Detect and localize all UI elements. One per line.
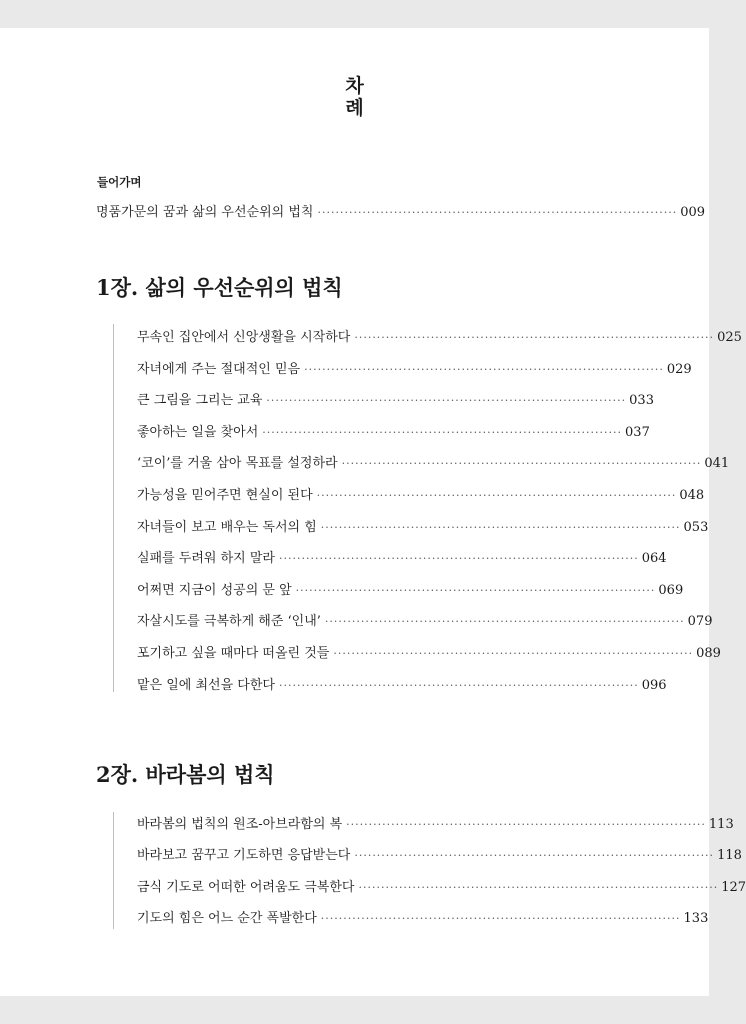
toc-entry-page: 029 <box>666 361 692 377</box>
toc-entry-title: 실패를 두려워 하지 말라 <box>137 551 275 567</box>
toc-entry[interactable] <box>137 610 713 630</box>
toc-entry[interactable] <box>137 421 650 440</box>
chapter-divider-line <box>113 324 114 692</box>
toc-entry-title: 가능성을 믿어주면 현실이 된다 <box>137 488 313 503</box>
toc-entry[interactable] <box>137 844 742 864</box>
toc-entry[interactable] <box>137 813 734 832</box>
toc-entry-title: ‘코이’를 거울 삼아 목표를 설정하라 <box>137 456 338 472</box>
toc-entry[interactable] <box>137 674 667 693</box>
toc-entry-title: 무속인 집안에서 신앙생활을 시작하다 <box>137 330 351 345</box>
toc-entry-title: 바라봄의 법칙의 원조-아브라함의 복 <box>137 817 343 832</box>
toc-entry[interactable] <box>96 201 706 220</box>
toc-leader-dots: ················································································ <box>324 615 685 629</box>
toc-entry[interactable] <box>137 642 721 661</box>
chapter-heading: 1장. 삶의 우선순위의 법칙 <box>96 275 343 300</box>
toc-leader-dots: ················································································ <box>346 818 706 831</box>
toc-entry[interactable] <box>137 358 692 377</box>
toc-entry-title: 맡은 일에 최선을 다한다 <box>137 677 275 693</box>
toc-entry-title: 기도의 힘은 어느 순간 폭발한다 <box>137 911 317 927</box>
toc-entry-title: 바라보고 꿈꾸고 기도하면 응답받는다 <box>137 848 351 864</box>
toc-entry-page: 133 <box>683 911 709 927</box>
toc-leader-dots: ················································································ <box>295 583 656 597</box>
toc-entry-title: 어쩌면 지금이 성공의 문 앞 <box>137 582 292 598</box>
toc-leader-dots: ················································································ <box>341 457 702 471</box>
chapter-heading: 2장. 바라봄의 법칙 <box>96 762 275 787</box>
toc-leader-dots: ················································································ <box>266 394 627 408</box>
toc-entry-title: 자녀에게 주는 절대적인 믿음 <box>137 361 301 377</box>
toc-entry-title: 포기하고 싶을 때마다 떠올린 것들 <box>137 646 330 661</box>
toc-leader-dots: ················································································ <box>304 362 664 376</box>
toc-entry-page: 041 <box>704 456 730 472</box>
chapter-divider-line <box>113 812 114 929</box>
toc-leader-dots: ················································································ <box>278 552 639 566</box>
toc-leader-dots: ················································································ <box>317 206 678 219</box>
toc-entry-title: 큰 그림을 그리는 교육 <box>137 393 263 409</box>
toc-title-line1: 차 <box>345 75 364 97</box>
toc-leader-dots: ················································································ <box>333 647 694 660</box>
toc-leader-dots: ················································································ <box>358 880 719 894</box>
toc-entry-page: 033 <box>629 393 654 409</box>
toc-entry-page: 053 <box>683 519 709 535</box>
toc-entry-title: 금식 기도로 어떠한 어려움도 극복한다 <box>137 879 355 895</box>
toc-entry-page: 118 <box>717 848 742 864</box>
toc-entry-page: 069 <box>658 582 684 598</box>
toc-title-line2: 례 <box>345 97 364 119</box>
toc-leader-dots: ················································································ <box>262 425 623 439</box>
toc-leader-dots: ················································································ <box>278 678 639 692</box>
toc-entry[interactable] <box>137 547 667 567</box>
toc-entry-page: 113 <box>708 817 734 832</box>
document-page <box>0 28 746 996</box>
toc-entry[interactable] <box>137 484 705 503</box>
toc-entry[interactable] <box>137 876 746 895</box>
toc-entry[interactable] <box>137 389 654 409</box>
toc-entry-page: 127 <box>721 879 746 895</box>
toc-entry-title: 좋아하는 일을 찾아서 <box>137 424 259 440</box>
toc-entry[interactable] <box>137 452 730 472</box>
toc-entry-title: 자살시도를 극복하게 해준 ‘인내’ <box>137 614 321 630</box>
toc-leader-dots: ················································································ <box>320 520 681 534</box>
toc-entry[interactable] <box>137 326 742 345</box>
toc-entry-page: 079 <box>687 614 713 630</box>
toc-entry-page: 064 <box>641 551 667 567</box>
toc-entry-page: 009 <box>680 205 706 220</box>
toc-leader-dots: ················································································ <box>354 849 715 863</box>
toc-leader-dots: ················································································ <box>316 489 677 502</box>
toc-entry-page: 037 <box>625 424 650 440</box>
toc-entry-page: 025 <box>717 330 742 345</box>
toc-entry[interactable] <box>137 579 684 598</box>
toc-entry[interactable] <box>137 516 709 535</box>
toc-entry[interactable] <box>137 907 709 927</box>
toc-leader-dots: ················································································ <box>320 912 681 926</box>
toc-entry-page: 089 <box>696 646 721 661</box>
toc-leader-dots: ················································································ <box>354 331 715 344</box>
toc-entry-page: 096 <box>641 677 667 693</box>
intro-heading: 들어가며 <box>97 175 142 189</box>
toc-entry-title: 자녀들이 보고 배우는 독서의 힘 <box>137 519 317 535</box>
toc-entry-page: 048 <box>679 488 705 503</box>
toc-entry-title: 명품가문의 꿈과 삶의 우선순위의 법칙 <box>96 205 314 220</box>
